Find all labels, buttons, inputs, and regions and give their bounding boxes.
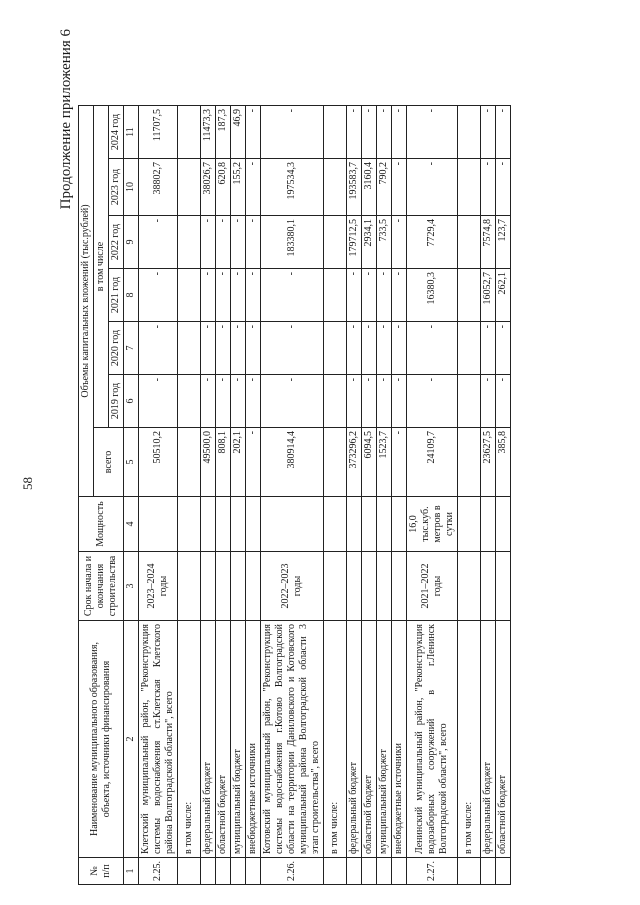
row-term: 2022–2023 годы xyxy=(261,552,324,621)
row-total: 380914,4 xyxy=(261,428,324,497)
row-year-value: - xyxy=(231,375,246,428)
row-year-value: - xyxy=(347,269,362,322)
row-year-value: - xyxy=(481,159,496,216)
row-total xyxy=(324,428,347,497)
row-year-value: 11473,3 xyxy=(201,106,216,159)
row-year-value xyxy=(458,106,481,159)
row-year-value: - xyxy=(392,216,407,269)
row-year-value: - xyxy=(139,375,178,428)
table-row xyxy=(216,106,231,885)
row-year-value: - xyxy=(201,216,216,269)
row-year-value: - xyxy=(347,106,362,159)
row-year-value: - xyxy=(347,375,362,428)
row-year-value: - xyxy=(481,375,496,428)
row-power xyxy=(377,497,392,552)
row-number: 2.26. xyxy=(261,858,324,885)
row-year-value: 38802,7 xyxy=(139,159,178,216)
header-total: всего xyxy=(94,428,124,497)
row-total xyxy=(178,428,201,497)
header-num: № п/п xyxy=(79,858,124,885)
row-year-value: - xyxy=(139,322,178,375)
row-year-value: - xyxy=(246,106,261,159)
row-term xyxy=(458,552,481,621)
row-year-value: 733,5 xyxy=(377,216,392,269)
row-year-value: - xyxy=(362,106,377,159)
row-year-value: - xyxy=(216,216,231,269)
row-year-value: 7574,8 xyxy=(481,216,496,269)
row-year-value: - xyxy=(392,269,407,322)
row-year-value xyxy=(324,159,347,216)
row-year-value: - xyxy=(246,159,261,216)
row-total: 50510,2 xyxy=(139,428,178,497)
row-number xyxy=(481,858,496,885)
row-name: областной бюджет xyxy=(362,621,377,858)
row-number xyxy=(201,858,216,885)
table-row xyxy=(261,106,324,885)
row-total: 373296,2 xyxy=(347,428,362,497)
header-volume: Объемы капитальных вложений (тыс.рублей) xyxy=(79,106,94,497)
row-name: федеральный бюджет xyxy=(347,621,362,858)
table-row xyxy=(178,106,201,885)
row-name: в том числе: xyxy=(324,621,347,858)
row-year-value: 183380,1 xyxy=(261,216,324,269)
table-row xyxy=(458,106,481,885)
row-name: Ленинский муниципальный район, "Реконструкция водозаборных сооружений в г.Ленинск Волгоградской области", всего xyxy=(407,621,458,858)
row-year-value: - xyxy=(139,269,178,322)
column-index: 3 xyxy=(124,552,139,621)
column-index: 7 xyxy=(124,322,139,375)
table-row xyxy=(496,106,511,885)
row-year-value: - xyxy=(231,216,246,269)
row-year-value: 187,3 xyxy=(216,106,231,159)
column-index: 1 xyxy=(124,858,139,885)
row-year-value: - xyxy=(362,322,377,375)
row-term xyxy=(377,552,392,621)
row-term xyxy=(324,552,347,621)
row-name: муниципальный бюджет xyxy=(231,621,246,858)
row-year-value xyxy=(324,216,347,269)
row-year-value: - xyxy=(201,322,216,375)
row-year-value: - xyxy=(377,106,392,159)
row-name: внебюджетные источники xyxy=(246,621,261,858)
row-power xyxy=(347,497,362,552)
table-row xyxy=(377,106,392,885)
row-year-value xyxy=(458,269,481,322)
table-body xyxy=(139,106,511,885)
capital-investment-table xyxy=(78,105,511,885)
row-power xyxy=(261,497,324,552)
column-index: 2 xyxy=(124,621,139,858)
row-number xyxy=(458,858,481,885)
row-name: Клетский муниципальный район, "Реконструкция системы водоснабжения ст.Клетская Клетского района Волгоградской области", всего xyxy=(139,621,178,858)
header-year: 2022 год xyxy=(109,216,124,269)
row-year-value xyxy=(178,216,201,269)
row-year-value: 46,9 xyxy=(231,106,246,159)
row-term: 2023–2024 годы xyxy=(139,552,178,621)
row-name: областной бюджет xyxy=(216,621,231,858)
row-name: федеральный бюджет xyxy=(201,621,216,858)
row-year-value xyxy=(178,269,201,322)
header-power: Мощность xyxy=(79,497,124,552)
row-number xyxy=(216,858,231,885)
row-year-value: - xyxy=(216,269,231,322)
row-year-value xyxy=(178,375,201,428)
row-year-value: - xyxy=(377,322,392,375)
row-term xyxy=(392,552,407,621)
row-power xyxy=(458,497,481,552)
row-year-value: 193583,7 xyxy=(347,159,362,216)
row-number xyxy=(392,858,407,885)
table-row xyxy=(481,106,496,885)
row-total: 6094,5 xyxy=(362,428,377,497)
row-term xyxy=(481,552,496,621)
row-year-value: - xyxy=(392,106,407,159)
row-year-value: 197534,3 xyxy=(261,159,324,216)
table-row xyxy=(407,106,458,885)
table-row xyxy=(392,106,407,885)
row-total: - xyxy=(246,428,261,497)
row-term xyxy=(216,552,231,621)
row-year-value: - xyxy=(407,106,458,159)
header-year: 2020 год xyxy=(109,322,124,375)
row-year-value: - xyxy=(261,269,324,322)
row-year-value: - xyxy=(496,375,511,428)
column-index: 4 xyxy=(124,497,139,552)
row-year-value: - xyxy=(347,322,362,375)
row-year-value xyxy=(458,216,481,269)
table-row xyxy=(362,106,377,885)
column-index: 5 xyxy=(124,428,139,497)
header-year: 2023 год xyxy=(109,159,124,216)
row-power xyxy=(362,497,377,552)
row-name: федеральный бюджет xyxy=(481,621,496,858)
row-total: 808,1 xyxy=(216,428,231,497)
row-year-value: - xyxy=(362,269,377,322)
row-year-value: 2934,1 xyxy=(362,216,377,269)
row-term: 2021–2022 годы xyxy=(407,552,458,621)
row-year-value: - xyxy=(261,375,324,428)
row-year-value: - xyxy=(362,375,377,428)
table-row xyxy=(246,106,261,885)
row-year-value: - xyxy=(201,375,216,428)
header-including: в том числе xyxy=(94,106,109,428)
row-year-value xyxy=(324,375,347,428)
row-year-value: - xyxy=(496,322,511,375)
row-year-value: - xyxy=(496,159,511,216)
column-index: 6 xyxy=(124,375,139,428)
row-year-value: - xyxy=(246,375,261,428)
row-year-value xyxy=(458,375,481,428)
row-name: областной бюджет xyxy=(496,621,511,858)
row-number xyxy=(362,858,377,885)
row-name: в том числе: xyxy=(178,621,201,858)
row-year-value xyxy=(458,159,481,216)
row-power xyxy=(231,497,246,552)
table-row xyxy=(139,106,178,885)
row-year-value: - xyxy=(392,375,407,428)
table-row xyxy=(347,106,362,885)
row-year-value: 38026,7 xyxy=(201,159,216,216)
row-total: 24109,7 xyxy=(407,428,458,497)
row-year-value: - xyxy=(246,216,261,269)
row-year-value: - xyxy=(261,106,324,159)
column-index: 8 xyxy=(124,269,139,322)
row-year-value: - xyxy=(231,269,246,322)
row-year-value: - xyxy=(392,322,407,375)
column-index: 10 xyxy=(124,159,139,216)
row-year-value: - xyxy=(201,269,216,322)
row-term xyxy=(347,552,362,621)
row-term xyxy=(362,552,377,621)
row-number xyxy=(231,858,246,885)
row-year-value: 11707,5 xyxy=(139,106,178,159)
row-term xyxy=(246,552,261,621)
row-term xyxy=(201,552,216,621)
row-year-value: 620,8 xyxy=(216,159,231,216)
row-number xyxy=(324,858,347,885)
row-year-value xyxy=(324,269,347,322)
row-power xyxy=(216,497,231,552)
row-number xyxy=(347,858,362,885)
row-total: 49500,0 xyxy=(201,428,216,497)
row-number xyxy=(246,858,261,885)
table-row xyxy=(231,106,246,885)
row-year-value xyxy=(324,322,347,375)
appendix-title: Продолжение приложения 6 xyxy=(58,29,74,210)
row-year-value: - xyxy=(481,322,496,375)
row-year-value: 179712,5 xyxy=(347,216,362,269)
row-power xyxy=(481,497,496,552)
row-power xyxy=(139,497,178,552)
table-row xyxy=(201,106,216,885)
row-year-value: - xyxy=(496,106,511,159)
row-year-value xyxy=(178,322,201,375)
column-index: 11 xyxy=(124,106,139,159)
row-year-value: - xyxy=(407,375,458,428)
row-year-value: - xyxy=(246,322,261,375)
header-year: 2019 год xyxy=(109,375,124,428)
row-power xyxy=(392,497,407,552)
row-year-value: - xyxy=(377,375,392,428)
row-year-value: 790,2 xyxy=(377,159,392,216)
row-year-value xyxy=(178,106,201,159)
row-number: 2.25. xyxy=(139,858,178,885)
row-year-value: 7729,4 xyxy=(407,216,458,269)
row-year-value: - xyxy=(231,322,246,375)
row-year-value xyxy=(458,322,481,375)
row-year-value: - xyxy=(392,159,407,216)
row-year-value: 16380,3 xyxy=(407,269,458,322)
row-total: 1523,7 xyxy=(377,428,392,497)
row-term xyxy=(178,552,201,621)
row-power xyxy=(178,497,201,552)
row-number: 2.27. xyxy=(407,858,458,885)
row-name: Котовский муниципальный район, "Реконструкция системы водоснабжения г.Котово Волгоградской области на территории Даниловского и Котовского муниципальный района Волгоградской области 3 этап строительства", всего xyxy=(261,621,324,858)
row-year-value xyxy=(324,106,347,159)
row-year-value: - xyxy=(216,375,231,428)
row-name: внебюджетные источники xyxy=(392,621,407,858)
row-year-value: - xyxy=(377,269,392,322)
row-term xyxy=(231,552,246,621)
row-term xyxy=(496,552,511,621)
row-name: муниципальный бюджет xyxy=(377,621,392,858)
row-year-value: 16052,7 xyxy=(481,269,496,322)
header-name: Наименование муниципального образования, объекта, источники финансирования xyxy=(79,621,124,858)
table-row xyxy=(324,106,347,885)
row-power xyxy=(324,497,347,552)
row-year-value: - xyxy=(407,322,458,375)
row-total xyxy=(458,428,481,497)
row-year-value: - xyxy=(407,159,458,216)
row-year-value: 262,1 xyxy=(496,269,511,322)
row-total: - xyxy=(392,428,407,497)
column-index: 9 xyxy=(124,216,139,269)
row-year-value: - xyxy=(261,322,324,375)
header-year: 2024 год xyxy=(109,106,124,159)
row-year-value: - xyxy=(246,269,261,322)
row-year-value: 3160,4 xyxy=(362,159,377,216)
row-total: 202,1 xyxy=(231,428,246,497)
row-year-value: - xyxy=(481,106,496,159)
row-power xyxy=(496,497,511,552)
row-name: в том числе: xyxy=(458,621,481,858)
row-power: 16,0 тыс.куб. метров в сутки xyxy=(407,497,458,552)
row-number xyxy=(496,858,511,885)
page-number: 58 xyxy=(20,477,35,490)
header-year: 2021 год xyxy=(109,269,124,322)
row-number xyxy=(377,858,392,885)
row-year-value: - xyxy=(216,322,231,375)
row-year-value: 123,7 xyxy=(496,216,511,269)
row-total: 385,8 xyxy=(496,428,511,497)
row-total: 23627,5 xyxy=(481,428,496,497)
rotated-page xyxy=(20,25,618,885)
row-year-value: - xyxy=(139,216,178,269)
row-year-value: 155,2 xyxy=(231,159,246,216)
row-number xyxy=(178,858,201,885)
row-power xyxy=(246,497,261,552)
header-term: Срок начала и окончания строительства xyxy=(79,552,124,621)
row-power xyxy=(201,497,216,552)
row-year-value xyxy=(178,159,201,216)
